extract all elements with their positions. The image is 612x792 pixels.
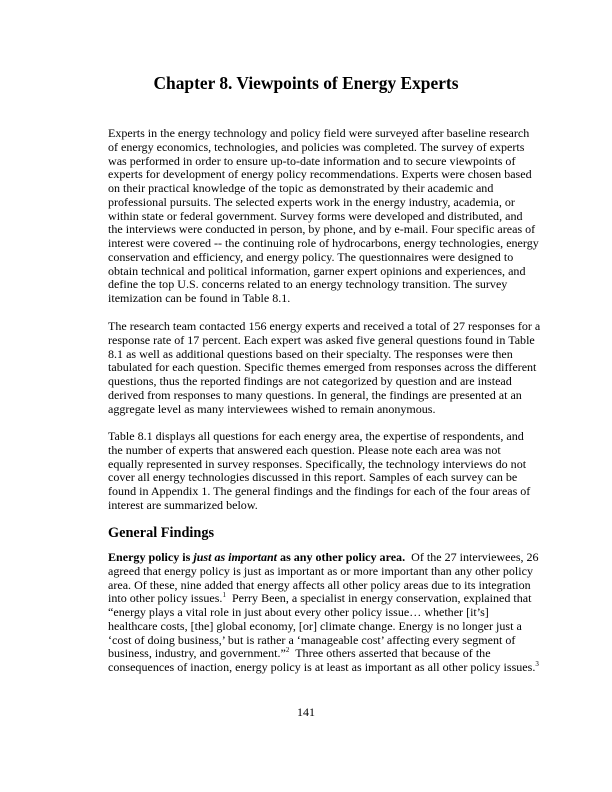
chapter-title: Chapter 8. Viewpoints of Energy Experts — [153, 73, 459, 93]
text-line — [108, 661, 548, 675]
text-line: experts for development of energy policy recommendations. Experts were chosen based — [108, 167, 532, 182]
text-line: found in Appendix 1. The general findings and the findings for each of the four areas of — [108, 484, 531, 498]
text: into other policy issues. — [108, 591, 223, 606]
text-line: itemization can be found in Table 8.1. — [108, 291, 291, 305]
text-line: tabulated for each question. Specific themes emerged from responses across the different — [108, 360, 537, 375]
page-number: 141 — [297, 705, 315, 719]
text: Three others asserted that because of the — [289, 646, 491, 661]
text-line: was performed in order to ensure up-to-date information and to secure viewpoints of — [108, 153, 516, 168]
text: Of the 27 interviewees, 26 — [405, 550, 539, 564]
footnote-ref-2[interactable]: 2 — [285, 646, 290, 655]
text-line: ‘cost of doing business,’ but is rather a ‘manageable cost’ affecting every segment of — [108, 632, 516, 647]
text-line: “energy plays a vital role in just about every other policy issue… whether [it’s] — [108, 605, 489, 619]
text-line: agreed that energy policy is just as important as or more important than any other policy — [108, 563, 533, 578]
text-line: interest were covered -- the continuing role of hydrocarbons, energy technologies, energy — [108, 236, 539, 250]
text-line: 8.1 as well as additional questions based on their specialty. The responses were then — [108, 346, 513, 361]
text-line: professional pursuits. The selected experts work in the energy industry, academia, or — [108, 194, 515, 209]
lead-text: as any other policy area. — [277, 550, 406, 564]
text-line: aggregate level as many interviewees wished to remain anonymous. — [108, 401, 436, 416]
text-line: define the top U.S. concerns related to an energy technology transition. The survey — [108, 277, 508, 292]
text: consequences of inaction, energy policy is at least as important as all other policy issues. — [108, 660, 536, 674]
survey-response-paragraph — [108, 320, 548, 416]
lead-emphasis: just as important — [193, 550, 278, 564]
table-description-paragraph — [108, 430, 548, 513]
footnote-ref-3[interactable]: 3 — [535, 660, 539, 668]
lead-text: Energy policy is — [108, 550, 194, 564]
text-line: healthcare costs, [the] global economy, [or] climate change. Energy is no longer just a — [108, 618, 522, 633]
text: Perry Been, a specialist in energy conservation, explained that — [225, 591, 532, 606]
text-line: Table 8.1 displays all questions for each energy area, the expertise of respondents, and — [108, 429, 524, 443]
text: business, industry, and government.” — [108, 646, 286, 661]
intro-paragraph — [108, 127, 548, 306]
text-line: conservation and efficiency, and energy policy. The questionnaires were designed to — [108, 249, 514, 264]
text-line: response rate of 17 percent. Each expert was asked five general questions found in Table — [108, 332, 535, 347]
text-line: obtain technical and political information, garner expert opinions and experiences, and — [108, 263, 526, 278]
text-line: questions, thus the reported findings are not categorized by question and are instead — [108, 374, 512, 388]
text-line: Experts in the energy technology and policy field were surveyed after baseline research — [108, 126, 530, 140]
findings-paragraph — [108, 551, 548, 675]
text-line: the interviews were conducted in person, by phone, and by e-mail. Four specific areas of — [108, 222, 536, 237]
text-line: derived from responses to many questions. In general, the findings are presented at an — [108, 387, 522, 402]
text-line: interest are summarized below. — [108, 497, 258, 512]
footnote-ref-1[interactable]: 1 — [222, 591, 226, 600]
text-line: The research team contacted 156 energy experts and received a total of 27 responses for a — [108, 319, 541, 333]
text-line: cover all energy technologies discussed in this report. Samples of each survey can be — [108, 470, 518, 485]
finding-lead — [108, 550, 405, 564]
text-line: of energy economics, technologies, and policies was completed. The survey of experts — [108, 139, 525, 154]
text-line: on their practical knowledge of the topic as demonstrated by their academic and — [108, 181, 494, 195]
text-line: the number of experts that answered each question. Please note each area was not — [108, 442, 501, 457]
text-line — [108, 592, 548, 606]
text-line: within state or federal government. Survey forms were developed and distributed, and — [108, 208, 523, 223]
text-line: equally represented in survey responses. Specifically, the technology interviews do not — [108, 456, 527, 471]
text-line: area. Of these, nine added that energy affects all other policy areas due to its integration — [108, 577, 531, 592]
text-line — [108, 647, 548, 661]
section-heading: General Findings — [108, 525, 215, 541]
text-line — [108, 551, 548, 565]
